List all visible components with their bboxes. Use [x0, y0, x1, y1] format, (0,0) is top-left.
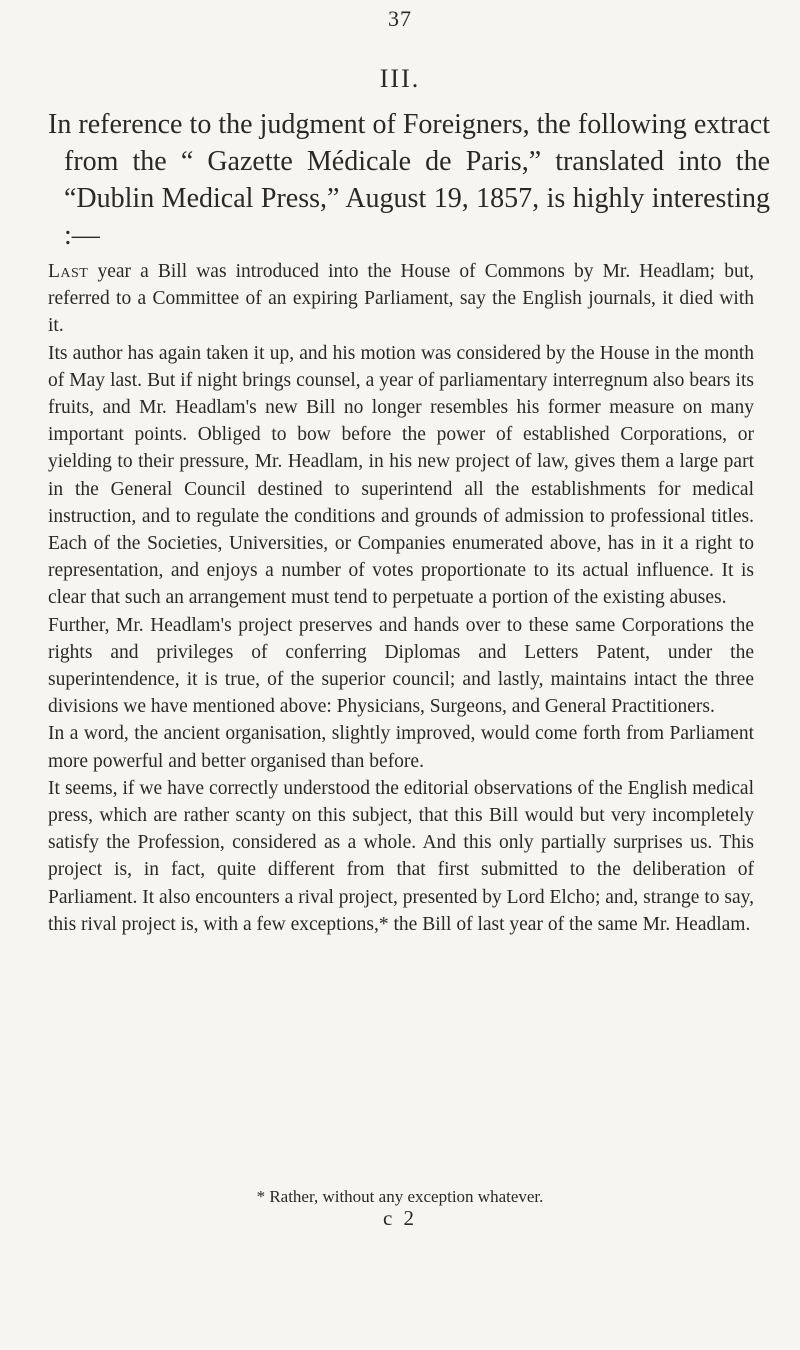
paragraph-text: In a word, the ancient organisation, slightly improved, would come forth from Parliament more powerful and better organised than before. [48, 723, 754, 772]
paragraph-text: It seems, if we have correctly understood the editorial observations of the English medical press, which are rather scanty on this subject, that this Bill would but very incompletely satisfy the Profession, considered as a whole. And this only partially surprises us. This project is, in fact, quite different from that first submitted to the deliberation of Parliament. It also encounters a rival project, presented by Lord Elcho; and, strange to say, this rival project is, with a few exceptions,* the Bill of last year of the same Mr. Headlam. [48, 777, 754, 935]
paragraph [48, 775, 754, 938]
paragraph-text: year a Bill was introduced into the House of Commons by Mr. Headlam; but, referred to a Committee of an expiring Parliament, say the English journals, it died with it. [48, 261, 754, 337]
section-heading: III. [379, 64, 421, 93]
paragraph-text: Further, Mr. Headlam's project preserves and hands over to these same Corporations the rights and privileges of conferring Diplomas and Letters Patent, under the superintendence, it is true, of the superior council; and lastly, maintains intact the three divisions we have mentioned above: Physicians, Surgeons, and General Practitioners. [48, 614, 754, 718]
quoted-extract [48, 258, 754, 938]
paragraph [48, 258, 754, 340]
paragraph [48, 340, 754, 612]
paragraph [48, 612, 754, 721]
paragraph-text: Its author has again taken it up, and his motion was considered by the House in the month of May last. But if night brings counsel, a year of parliamentary interregnum also bears its fruits, and Mr. Headlam's new Bill no longer resembles his former measure on many important points. Obliged to bow before the power of established Corporations, or yielding to their pressure, Mr. Headlam, in his new project of law, gives them a large part in the General Council destined to superintend all the establishments for medical instruction, and to regulate the conditions and grounds of admission to professional titles. Each of the Societies, Universities, or Companies enumerated above, has in it a right to representation, and enjoys a number of votes proportionate to its actual influence. It is clear that such an arrangement must tend to perpetuate a portion of the existing abuses. [48, 342, 754, 609]
page-number: 37 [388, 6, 412, 31]
printer-signature-mark: c 2 [382, 1206, 418, 1230]
intro-paragraph: In reference to the judgment of Foreigners, the following extract from the “ Gazette Médicale de Paris,” translated into the “Dublin Medical Press,” August 19, 1857, is highly interesting :— [48, 109, 770, 251]
footnote: * Rather, without any exception whatever. [256, 1187, 544, 1206]
paragraph [48, 720, 754, 774]
paragraph-lead-word: Last [48, 261, 89, 282]
